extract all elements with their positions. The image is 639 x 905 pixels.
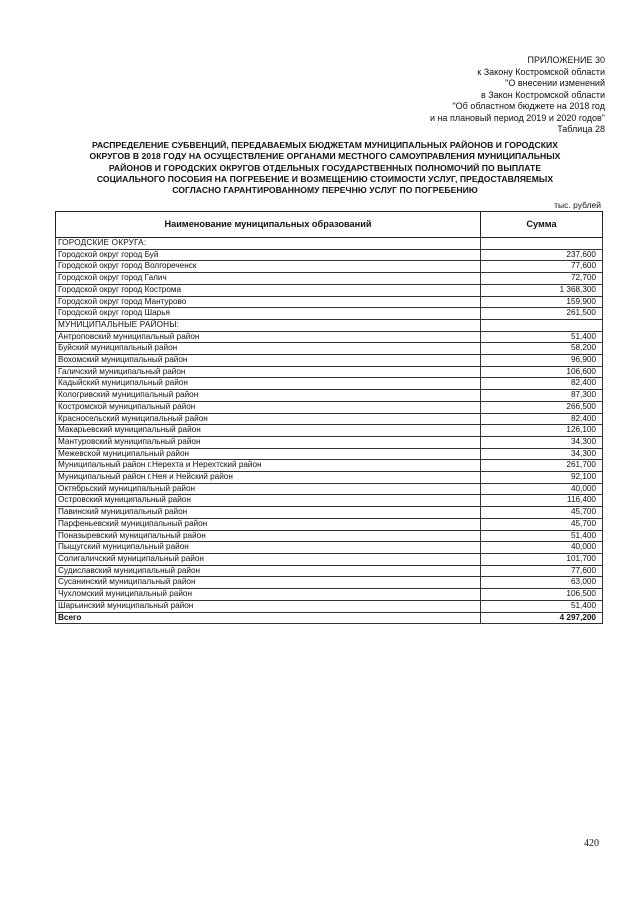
appendix-line: в Закон Костромской области <box>480 89 605 100</box>
title-line: СОГЛАСНО ГАРАНТИРОВАННОМУ ПЕРЕЧНЮ УСЛУГ ПО ПОГРЕБЕНИЮ <box>172 185 478 196</box>
municipality-name-cell: Поназыревский муниципальный район <box>56 530 481 542</box>
table-row <box>56 600 603 612</box>
amount-cell: 4 297,200 <box>481 612 603 624</box>
amount-cell: 77,600 <box>481 565 603 577</box>
municipality-name-cell: Островский муниципальный район <box>56 495 481 507</box>
table-row <box>56 401 603 413</box>
municipality-name-cell: Городской округ город Кострома <box>56 284 481 296</box>
amount-cell: 266,500 <box>481 401 603 413</box>
page-number: 420 <box>584 838 599 849</box>
amount-cell: 92,100 <box>481 472 603 484</box>
municipality-name-cell: Всего <box>56 612 481 624</box>
units-label: тыс. рублей <box>554 200 601 210</box>
municipality-name-cell: Городской округ город Волгореченск <box>56 261 481 273</box>
table-row <box>56 284 603 296</box>
amount-cell: 51,400 <box>481 600 603 612</box>
title-line: РАСПРЕДЕЛЕНИЕ СУБВЕНЦИЙ, ПЕРЕДАВАЕМЫХ БЮДЖЕТАМ МУНИЦИПАЛЬНЫХ РАЙОНОВ И ГОРОДСКИХ <box>91 140 559 150</box>
municipality-name-cell: Парфеньевский муниципальный район <box>56 518 481 530</box>
appendix-block <box>430 55 605 136</box>
appendix-line: "Об областном бюджете на 2018 год <box>452 101 605 111</box>
amount-cell <box>481 238 603 250</box>
table-section-row <box>56 319 603 331</box>
table-row <box>56 495 603 507</box>
amount-cell: 51,400 <box>481 331 603 343</box>
municipality-name-cell: Городской округ город Шарья <box>56 308 481 320</box>
column-header-sum: Сумма <box>481 212 603 238</box>
table-row <box>56 436 603 448</box>
table-row <box>56 448 603 460</box>
table-section-row <box>56 238 603 250</box>
amount-cell: 45,700 <box>481 507 603 519</box>
municipality-name-cell: Костромской муниципальный район <box>56 401 481 413</box>
table-row <box>56 261 603 273</box>
table-row <box>56 577 603 589</box>
amount-cell: 87,300 <box>481 390 603 402</box>
municipality-name-cell: Кологривский муниципальный район <box>56 390 481 402</box>
municipality-name-cell: Октябрьский муниципальный район <box>56 483 481 495</box>
table-row <box>56 366 603 378</box>
municipality-name-cell: Вохомский муниципальный район <box>56 355 481 367</box>
municipality-name-cell: Городской округ город Мантурово <box>56 296 481 308</box>
table-row <box>56 378 603 390</box>
municipality-name-cell: Солигаличский муниципальный район <box>56 553 481 565</box>
municipality-name-cell: Городской округ город Буй <box>56 249 481 261</box>
municipality-name-cell: Городской округ город Галич <box>56 273 481 285</box>
municipality-name-cell: ГОРОДСКИЕ ОКРУГА: <box>56 238 481 250</box>
amount-cell: 1 368,300 <box>481 284 603 296</box>
amount-cell: 40,000 <box>481 483 603 495</box>
municipality-name-cell: Кадыйский муниципальный район <box>56 378 481 390</box>
amount-cell <box>481 319 603 331</box>
table-row <box>56 425 603 437</box>
municipality-name-cell: Макарьевский муниципальный район <box>56 425 481 437</box>
appendix-line: ПРИЛОЖЕНИЕ 30 <box>527 55 605 65</box>
table-body <box>56 238 603 624</box>
table-row <box>56 355 603 367</box>
column-header-name: Наименование муниципальных образований <box>56 212 481 238</box>
municipality-name-cell: Шарьинский муниципальный район <box>56 600 481 612</box>
document-title <box>60 140 590 196</box>
table-row <box>56 530 603 542</box>
municipality-name-cell: Муниципальный район г.Нерехта и Нерехтский район <box>56 460 481 472</box>
table-row <box>56 273 603 285</box>
title-line: ОКРУГОВ В 2018 ГОДУ НА ОСУЩЕСТВЛЕНИЕ ОРГАНАМИ МЕСТНОГО САМОУПРАВЛЕНИЯ МУНИЦИПАЛЬНЫХ <box>89 151 561 162</box>
amount-cell: 72,700 <box>481 273 603 285</box>
amount-cell: 101,700 <box>481 553 603 565</box>
amount-cell: 51,400 <box>481 530 603 542</box>
amount-cell: 40,000 <box>481 542 603 554</box>
appendix-line: к Закону Костромской области <box>477 66 605 77</box>
amount-cell: 261,500 <box>481 308 603 320</box>
amount-cell: 34,300 <box>481 448 603 460</box>
amount-cell: 159,900 <box>481 296 603 308</box>
amount-cell: 63,000 <box>481 577 603 589</box>
amount-cell: 106,500 <box>481 589 603 601</box>
table-row <box>56 413 603 425</box>
table-row <box>56 553 603 565</box>
table-row <box>56 507 603 519</box>
table-total-row <box>56 612 603 624</box>
appendix-line: Таблица 28 <box>557 124 605 134</box>
municipality-name-cell: Сусанинский муниципальный район <box>56 577 481 589</box>
table-row <box>56 249 603 261</box>
amount-cell: 77,600 <box>481 261 603 273</box>
table-row <box>56 589 603 601</box>
amount-cell: 34,300 <box>481 436 603 448</box>
table-header-row <box>56 212 603 238</box>
amount-cell: 58,200 <box>481 343 603 355</box>
amount-cell: 96,900 <box>481 355 603 367</box>
table-row <box>56 518 603 530</box>
municipality-name-cell: Буйский муниципальный район <box>56 343 481 355</box>
municipality-name-cell: Павинский муниципальный район <box>56 507 481 519</box>
table-row <box>56 542 603 554</box>
subsidy-table <box>55 211 603 624</box>
table-row <box>56 460 603 472</box>
table-row <box>56 343 603 355</box>
amount-cell: 45,700 <box>481 518 603 530</box>
municipality-name-cell: Судиславский муниципальный район <box>56 565 481 577</box>
municipality-name-cell: Галичский муниципальный район <box>56 366 481 378</box>
amount-cell: 237,600 <box>481 249 603 261</box>
appendix-line: и на плановый период 2019 и 2020 годов" <box>429 112 605 123</box>
amount-cell: 82,400 <box>481 413 603 425</box>
title-line: СОЦИАЛЬНОГО ПОСОБИЯ НА ПОГРЕБЕНИЕ И ВОЗМЕЩЕНИЮ СТОИМОСТИ УСЛУГ, ПРЕДОСТАВЛЯЕМЫХ <box>96 173 554 184</box>
municipality-name-cell: Пыщугский муниципальный район <box>56 542 481 554</box>
municipality-name-cell: Муниципальный район г.Нея и Нейский район <box>56 472 481 484</box>
table-row <box>56 308 603 320</box>
table-row <box>56 331 603 343</box>
table-row <box>56 483 603 495</box>
municipality-name-cell: Мантуровский муниципальный район <box>56 436 481 448</box>
amount-cell: 116,400 <box>481 495 603 507</box>
municipality-name-cell: Красносельский муниципальный район <box>56 413 481 425</box>
table-row <box>56 565 603 577</box>
municipality-name-cell: МУНИЦИПАЛЬНЫЕ РАЙОНЫ: <box>56 319 481 331</box>
amount-cell: 82,400 <box>481 378 603 390</box>
municipality-name-cell: Межевской муниципальный район <box>56 448 481 460</box>
amount-cell: 106,600 <box>481 366 603 378</box>
table-row <box>56 296 603 308</box>
appendix-line: "О внесении изменений <box>505 78 605 88</box>
amount-cell: 261,700 <box>481 460 603 472</box>
amount-cell: 126,100 <box>481 425 603 437</box>
municipality-name-cell: Антроповский муниципальный район <box>56 331 481 343</box>
title-line: РАЙОНОВ И ГОРОДСКИХ ОКРУГОВ ОТДЕЛЬНЫХ ГОСУДАРСТВЕННЫХ ПОЛНОМОЧИЙ ПО ВЫПЛАТЕ <box>108 162 542 173</box>
table-row <box>56 390 603 402</box>
municipality-name-cell: Чухломский муниципальный район <box>56 589 481 601</box>
table-row <box>56 472 603 484</box>
